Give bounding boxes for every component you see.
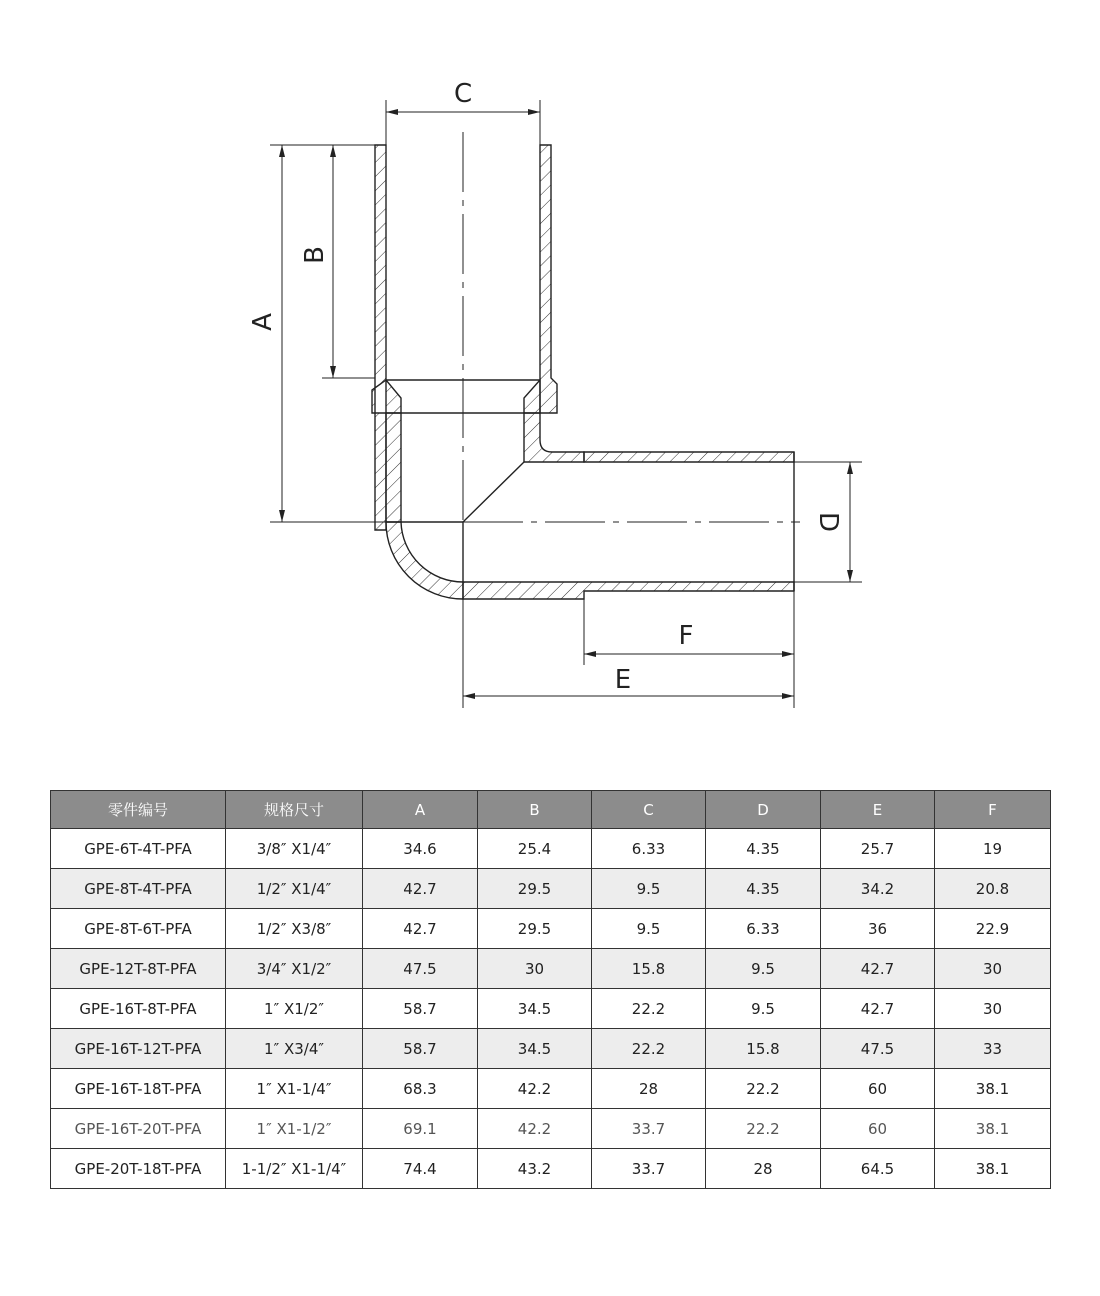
cell-f: 38.1 bbox=[935, 1069, 1051, 1109]
table-row bbox=[51, 1029, 1051, 1069]
dim-label-b: B bbox=[300, 246, 330, 264]
cell-b: 43.2 bbox=[478, 1149, 592, 1189]
table-row bbox=[51, 1109, 1051, 1149]
cell-part-number: GPE-6T-4T-PFA bbox=[51, 829, 226, 869]
extension-lines bbox=[270, 100, 862, 708]
column-header-c: C bbox=[592, 791, 706, 829]
table-row bbox=[51, 1069, 1051, 1109]
column-header-a: A bbox=[363, 791, 478, 829]
column-header-b: B bbox=[478, 791, 592, 829]
cell-part-number: GPE-20T-18T-PFA bbox=[51, 1149, 226, 1189]
dim-label-d: D bbox=[813, 511, 843, 533]
cell-part-number: GPE-16T-18T-PFA bbox=[51, 1069, 226, 1109]
cell-a: 68.3 bbox=[363, 1069, 478, 1109]
dim-label-e: E bbox=[614, 665, 632, 695]
cell-part-number: GPE-16T-12T-PFA bbox=[51, 1029, 226, 1069]
cell-e: 47.5 bbox=[821, 1029, 935, 1069]
dimension-lines bbox=[282, 112, 850, 696]
cell-b: 42.2 bbox=[478, 1109, 592, 1149]
column-header-part-number: 零件编号 bbox=[51, 791, 226, 829]
cell-c: 6.33 bbox=[592, 829, 706, 869]
table-row bbox=[51, 1149, 1051, 1189]
table-row bbox=[51, 829, 1051, 869]
cell-spec-size: 3/8″ X1/4″ bbox=[226, 829, 363, 869]
cell-d: 15.8 bbox=[706, 1029, 821, 1069]
cell-a: 69.1 bbox=[363, 1109, 478, 1149]
cell-b: 34.5 bbox=[478, 1029, 592, 1069]
cell-b: 42.2 bbox=[478, 1069, 592, 1109]
cell-b: 29.5 bbox=[478, 869, 592, 909]
cell-e: 64.5 bbox=[821, 1149, 935, 1189]
cell-f: 30 bbox=[935, 949, 1051, 989]
cell-spec-size: 3/4″ X1/2″ bbox=[226, 949, 363, 989]
cell-e: 36 bbox=[821, 909, 935, 949]
cell-a: 58.7 bbox=[363, 989, 478, 1029]
cell-b: 25.4 bbox=[478, 829, 592, 869]
cell-d: 4.35 bbox=[706, 829, 821, 869]
cell-c: 28 bbox=[592, 1069, 706, 1109]
dim-label-a: A bbox=[248, 313, 278, 331]
dim-label-f: F bbox=[678, 621, 694, 651]
cell-e: 42.7 bbox=[821, 949, 935, 989]
center-lines bbox=[463, 132, 800, 522]
cell-c: 22.2 bbox=[592, 1029, 706, 1069]
cell-d: 6.33 bbox=[706, 909, 821, 949]
cell-f: 38.1 bbox=[935, 1109, 1051, 1149]
cell-a: 34.6 bbox=[363, 829, 478, 869]
cell-f: 22.9 bbox=[935, 909, 1051, 949]
cell-spec-size: 1/2″ X3/8″ bbox=[226, 909, 363, 949]
table-header-row bbox=[51, 791, 1051, 829]
spec-table bbox=[50, 790, 1051, 1189]
cell-part-number: GPE-12T-8T-PFA bbox=[51, 949, 226, 989]
cell-a: 42.7 bbox=[363, 909, 478, 949]
cell-part-number: GPE-8T-6T-PFA bbox=[51, 909, 226, 949]
cell-c: 15.8 bbox=[592, 949, 706, 989]
fitting-walls bbox=[372, 145, 794, 599]
table-row bbox=[51, 949, 1051, 989]
cell-part-number: GPE-16T-8T-PFA bbox=[51, 989, 226, 1029]
column-header-spec-size: 规格尺寸 bbox=[226, 791, 363, 829]
cell-e: 60 bbox=[821, 1069, 935, 1109]
cell-d: 28 bbox=[706, 1149, 821, 1189]
cell-part-number: GPE-8T-4T-PFA bbox=[51, 869, 226, 909]
cell-b: 34.5 bbox=[478, 989, 592, 1029]
cell-c: 22.2 bbox=[592, 989, 706, 1029]
cell-c: 33.7 bbox=[592, 1149, 706, 1189]
fitting-outline bbox=[386, 380, 794, 591]
cell-f: 38.1 bbox=[935, 1149, 1051, 1189]
table-row bbox=[51, 909, 1051, 949]
column-header-f: F bbox=[935, 791, 1051, 829]
cell-a: 42.7 bbox=[363, 869, 478, 909]
cell-f: 30 bbox=[935, 989, 1051, 1029]
cell-part-number: GPE-16T-20T-PFA bbox=[51, 1109, 226, 1149]
cell-e: 34.2 bbox=[821, 869, 935, 909]
cell-b: 29.5 bbox=[478, 909, 592, 949]
cell-spec-size: 1″ X3/4″ bbox=[226, 1029, 363, 1069]
cell-a: 58.7 bbox=[363, 1029, 478, 1069]
cell-f: 19 bbox=[935, 829, 1051, 869]
cell-e: 42.7 bbox=[821, 989, 935, 1029]
cell-d: 4.35 bbox=[706, 869, 821, 909]
cell-f: 20.8 bbox=[935, 869, 1051, 909]
cell-f: 33 bbox=[935, 1029, 1051, 1069]
cell-spec-size: 1″ X1-1/4″ bbox=[226, 1069, 363, 1109]
cell-a: 74.4 bbox=[363, 1149, 478, 1189]
cell-spec-size: 1″ X1-1/2″ bbox=[226, 1109, 363, 1149]
dim-label-c: C bbox=[454, 79, 473, 109]
cell-c: 9.5 bbox=[592, 869, 706, 909]
cell-d: 9.5 bbox=[706, 989, 821, 1029]
cell-e: 60 bbox=[821, 1109, 935, 1149]
table-row bbox=[51, 989, 1051, 1029]
cell-c: 33.7 bbox=[592, 1109, 706, 1149]
cell-b: 30 bbox=[478, 949, 592, 989]
cell-e: 25.7 bbox=[821, 829, 935, 869]
cell-c: 9.5 bbox=[592, 909, 706, 949]
column-header-e: E bbox=[821, 791, 935, 829]
cell-spec-size: 1″ X1/2″ bbox=[226, 989, 363, 1029]
cell-d: 22.2 bbox=[706, 1069, 821, 1109]
table-row bbox=[51, 869, 1051, 909]
cell-d: 22.2 bbox=[706, 1109, 821, 1149]
cell-spec-size: 1/2″ X1/4″ bbox=[226, 869, 363, 909]
cell-a: 47.5 bbox=[363, 949, 478, 989]
cell-d: 9.5 bbox=[706, 949, 821, 989]
column-header-d: D bbox=[706, 791, 821, 829]
cell-spec-size: 1-1/2″ X1-1/4″ bbox=[226, 1149, 363, 1189]
